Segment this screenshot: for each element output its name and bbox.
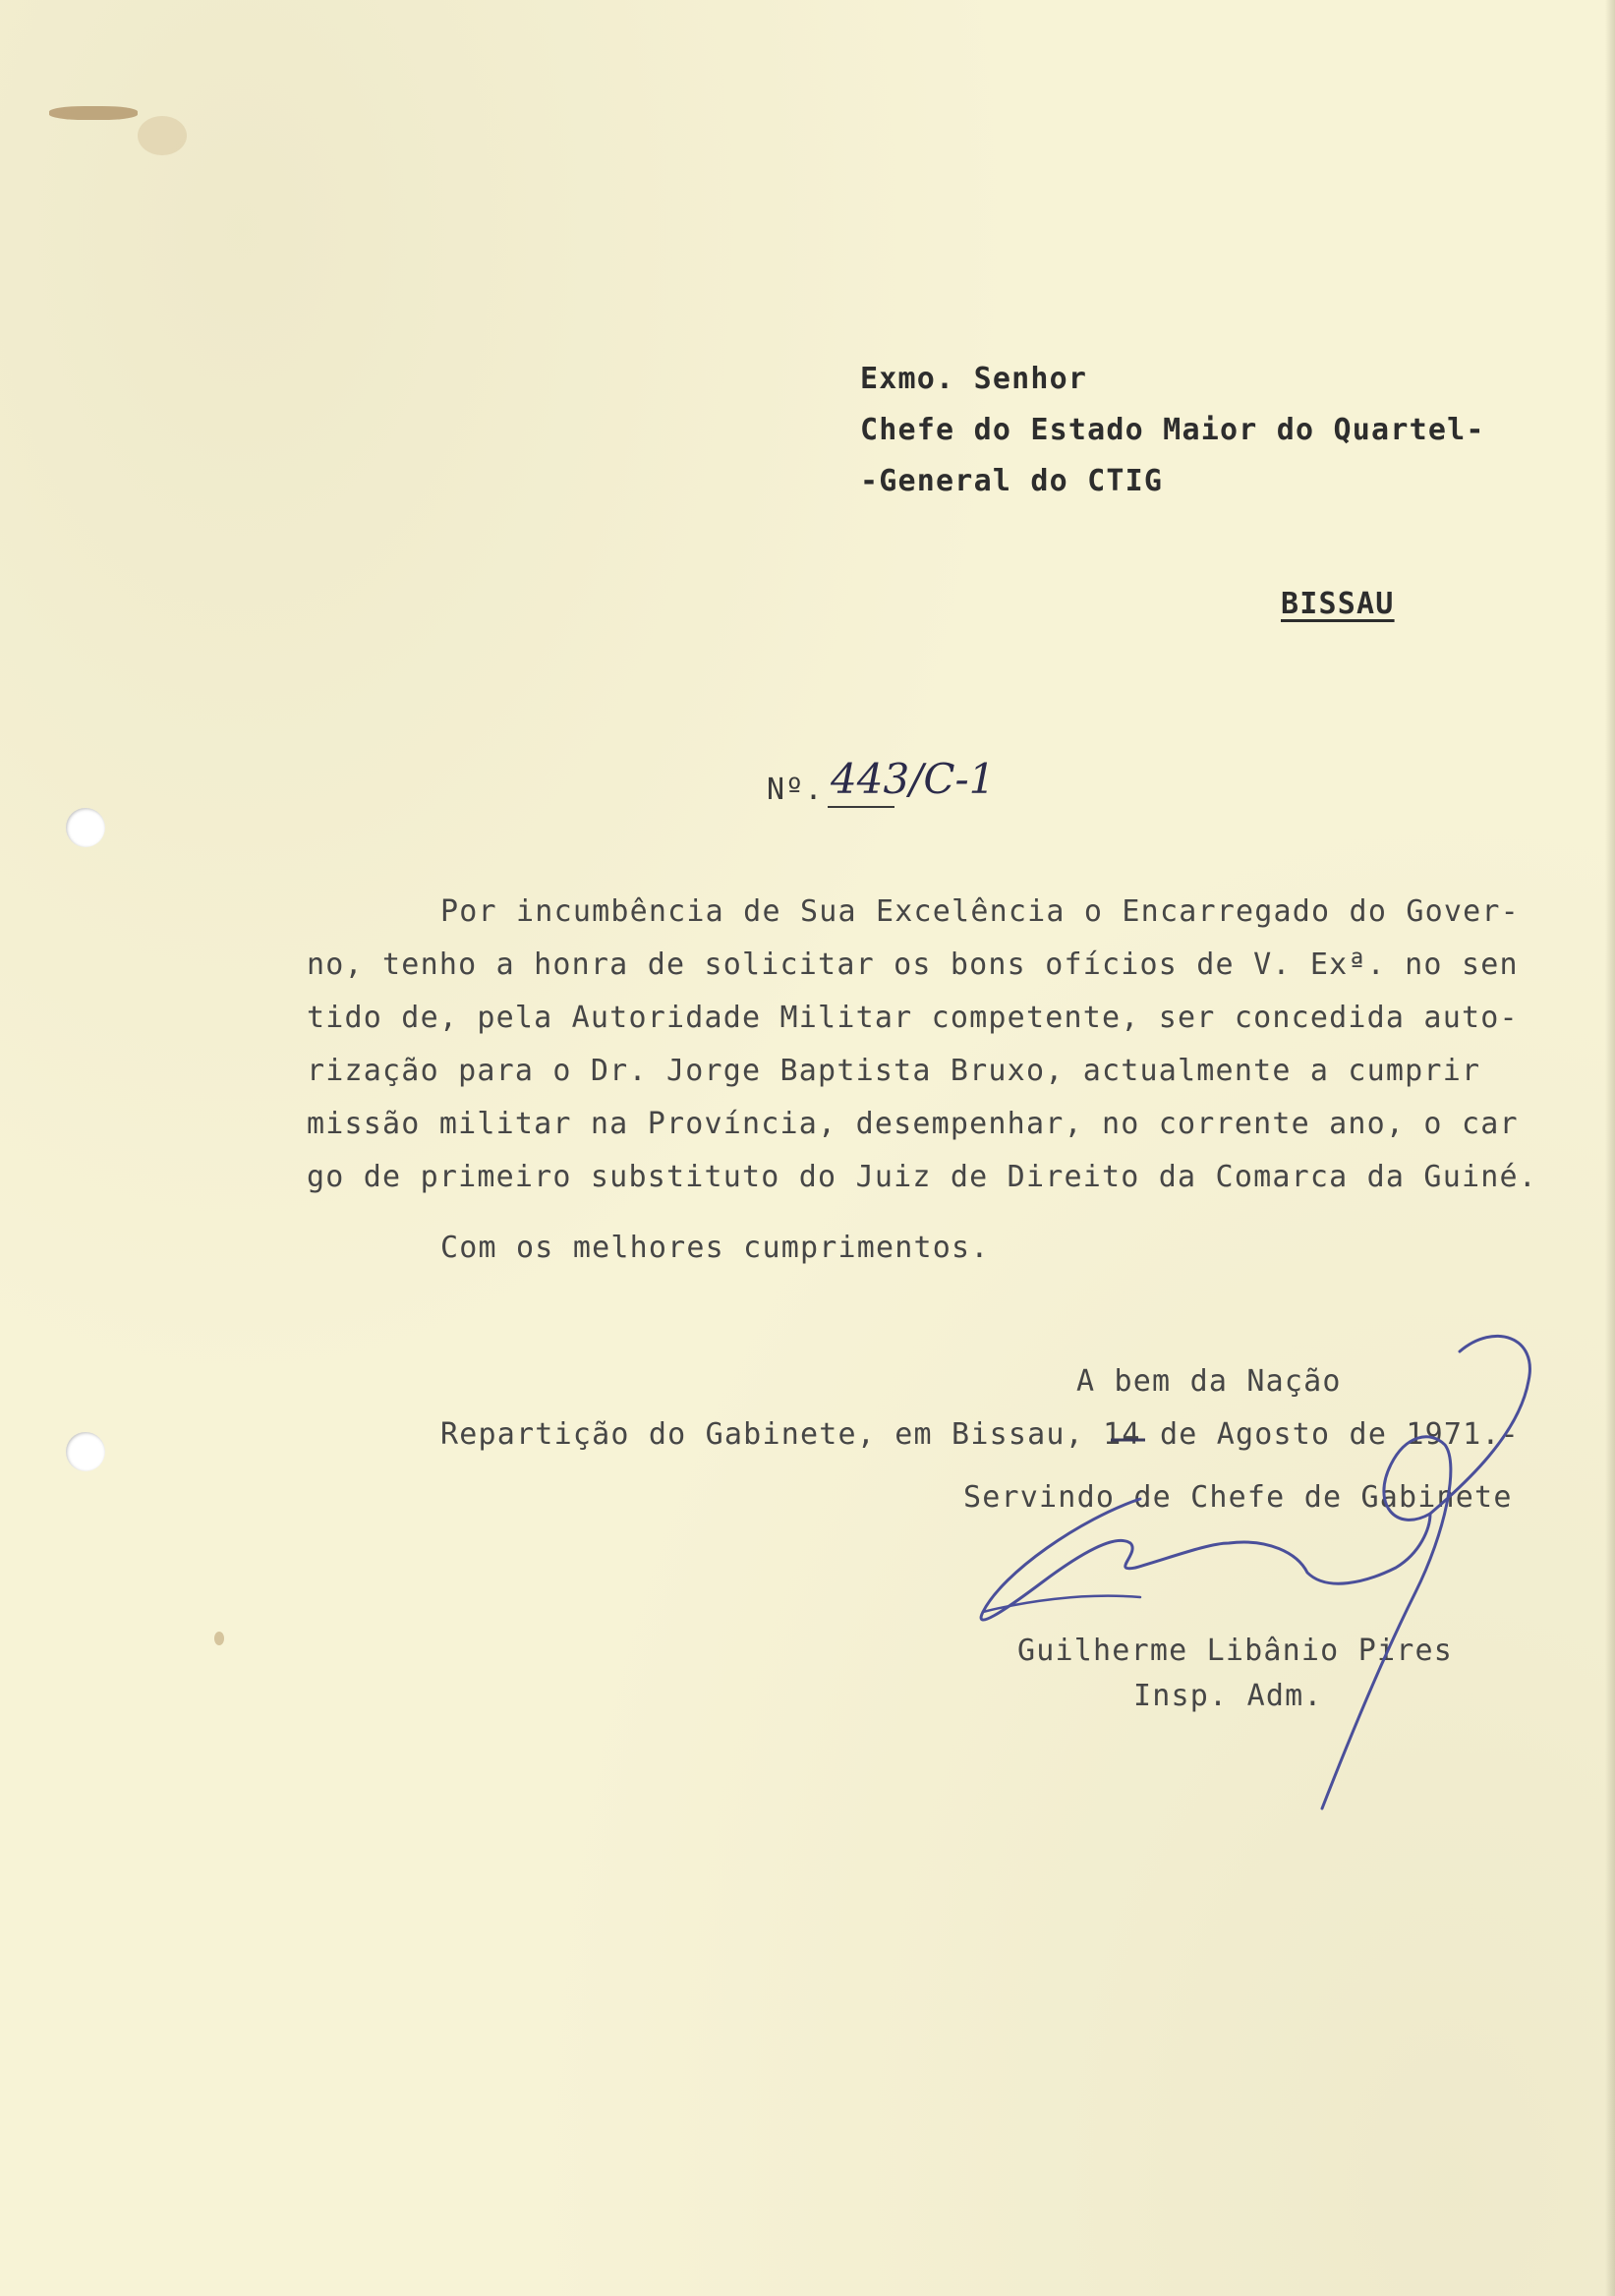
reference-label: Nº. (767, 773, 824, 807)
body-line-5: missão militar na Província, desempenhar, no corrente ano, o car (307, 1107, 1519, 1141)
addressee-line-1: Exmo. Senhor (860, 362, 1088, 396)
addressee-city: BISSAU (1281, 587, 1395, 621)
place-date: Repartição do Gabinete, em Bissau, 14 de Agosto de 1971.- (440, 1417, 1520, 1452)
body-line-4: rização para o Dr. Jorge Baptista Bruxo, actualmente a cumprir (307, 1054, 1481, 1088)
addressee-line-3: -General do CTIG (860, 464, 1164, 498)
reference-number: 443/C-1 (831, 755, 996, 803)
body-line-3: tido de, pela Autoridade Militar competente, ser concedida auto- (307, 1001, 1519, 1035)
signatory-role: Servindo de Chefe de Gabinete (963, 1480, 1513, 1515)
signatory-title: Insp. Adm. (1133, 1679, 1323, 1713)
body-line-2: no, tenho a honra de solicitar os bons ofícios de V. Exª. no sen (307, 947, 1519, 982)
signatory-name: Guilherme Libânio Pires (1017, 1634, 1454, 1668)
body-line-1: Por incumbência de Sua Excelência o Encarregado do Gover- (440, 894, 1520, 929)
addressee-line-2: Chefe do Estado Maior do Quartel- (860, 413, 1485, 447)
body-line-6: go de primeiro substituto do Juiz de Direito da Comarca da Guiné. (307, 1160, 1537, 1194)
motto: A bem da Nação (1076, 1364, 1342, 1399)
closing-line: Com os melhores cumprimentos. (440, 1231, 990, 1265)
